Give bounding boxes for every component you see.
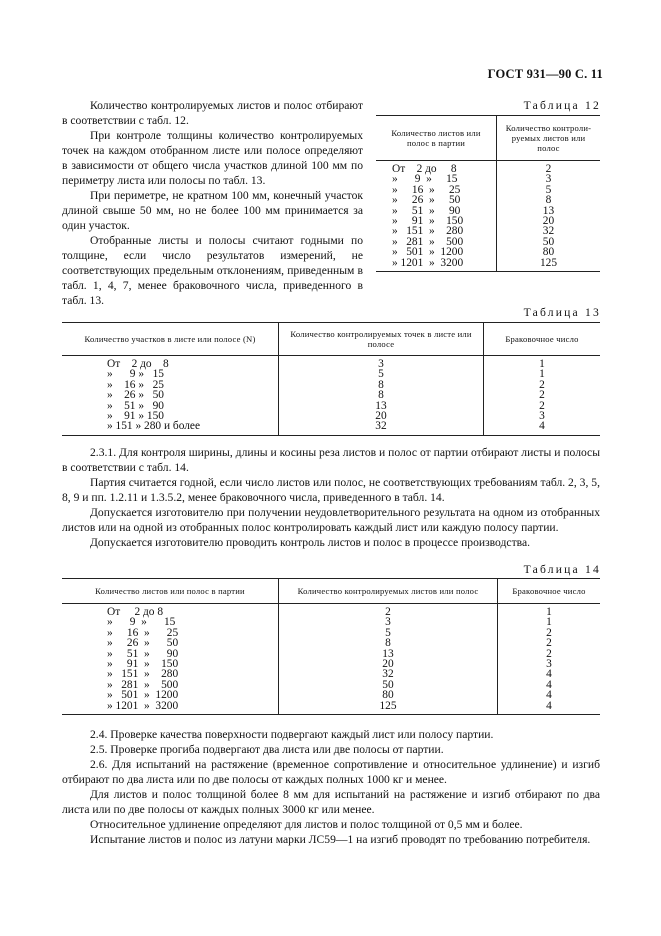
table-row xyxy=(376,258,600,272)
range-cell: » 16 » 25 xyxy=(107,626,179,639)
range-cell: » 26 » 50 xyxy=(107,389,164,402)
table-12-body xyxy=(376,161,600,272)
paragraph: Испытание листов и полос из латуни марки ЛС59—1 на изгиб проводят по требованию потребителя. xyxy=(90,833,591,846)
table-row xyxy=(62,356,600,370)
value-cell: 4 xyxy=(498,690,601,700)
range-cell: » 26 » 50 xyxy=(392,194,461,207)
range-cell: » 91 » 150 xyxy=(107,658,179,671)
range-cell: » 91 » 150 xyxy=(392,215,464,228)
value-cell: 3 xyxy=(279,356,484,370)
value-cell: 125 xyxy=(497,258,601,272)
paragraph: Для листов и полос толщиной более 8 мм для испытаний на растяжение и изгиб отбирают по два листа или по две полосы от каждых полных 3000 кг или менее. xyxy=(62,788,600,816)
range-cell: » 281 » 500 xyxy=(392,235,464,248)
table-12 xyxy=(376,115,600,272)
range-cell: » 281 » 500 xyxy=(107,678,179,691)
value-cell: 5 xyxy=(497,185,601,195)
value-cell: 125 xyxy=(279,701,498,715)
paragraph: Количество контролируемых листов и полос отбирают в соответствии с табл. 12. xyxy=(62,99,363,127)
value-cell: 2 xyxy=(279,604,498,618)
table-13-header-points: Количество контролируемых точек в листе или полосе xyxy=(279,323,484,356)
value-cell: 50 xyxy=(497,237,601,247)
page-header: ГОСТ 931—90 С. 11 xyxy=(487,67,603,81)
table-row xyxy=(376,161,600,175)
value-cell: 5 xyxy=(279,628,498,638)
table-14-header-controlled: Количество контролируемых листов или полос xyxy=(279,579,498,604)
value-cell: 13 xyxy=(279,649,498,659)
value-cell: 5 xyxy=(279,369,484,379)
value-cell: 2 xyxy=(497,161,601,175)
value-cell: 13 xyxy=(279,401,484,411)
range-cell: От 2 до 8 xyxy=(107,358,169,370)
paragraph: Относительное удлинение определяют для листов и полос толщиной от 0,5 мм и более. xyxy=(90,818,523,831)
table-14-body xyxy=(62,604,600,715)
value-cell: 3 xyxy=(497,174,601,184)
range-cell: » 51 » 90 xyxy=(392,204,461,217)
range-cell: » 16 » 25 xyxy=(392,183,461,196)
table-12-header-controlled: Количество контроли-руемых листов или полос xyxy=(497,116,601,161)
paragraph: При периметре, не кратном 100 мм, конечный участок длиной свыше 50 мм, но не более 100 мм принимается за один участок. xyxy=(62,189,363,232)
range-cell: » 51 » 90 xyxy=(107,399,164,412)
range-cell: » 9 » 15 xyxy=(392,173,458,186)
range-cell: » 26 » 50 xyxy=(107,637,179,650)
value-cell: 32 xyxy=(279,669,498,679)
table-12-caption: Таблица 12 xyxy=(523,99,601,112)
value-cell: 1 xyxy=(484,356,601,370)
paragraph: Партия считается годной, если число листов или полос, не соответствующих требованиям табл. 2, 3, 5, 8, 9 и пп. 1.2.11 и 1.3.5.2, менее браковочного числа, приведенного в табл. 14. xyxy=(62,476,600,504)
table-13-caption: Таблица 13 xyxy=(523,306,601,319)
value-cell: 1 xyxy=(498,604,601,618)
value-cell: 1 xyxy=(498,617,601,627)
value-cell: 4 xyxy=(484,421,601,435)
table-13-header-sections: Количество участков в листе или полосе (N) xyxy=(62,323,279,356)
value-cell: 4 xyxy=(498,701,601,715)
value-cell: 2 xyxy=(498,628,601,638)
value-cell: 2 xyxy=(484,401,601,411)
table-13-header-reject: Браковочное число xyxy=(484,323,601,356)
value-cell: 8 xyxy=(279,380,484,390)
range-cell: » 91 » 150 xyxy=(107,410,164,423)
value-cell: 2 xyxy=(484,380,601,390)
value-cell: 8 xyxy=(279,638,498,648)
value-cell: 8 xyxy=(497,195,601,205)
paragraph: 2.3.1. Для контроля ширины, длины и косины реза листов и полос от партии отбирают листы и полосы в соответствии с табл. 14. xyxy=(62,446,600,474)
table-14-header-batch: Количество листов или полос в партии xyxy=(62,579,279,604)
paragraph: 2.4. Проверке качества поверхности подвергают каждый лист или полосу партии. xyxy=(90,728,494,741)
range-cell: » 1201 » 3200 xyxy=(392,256,464,269)
range-cell: » 151 » 280 xyxy=(392,225,464,238)
range-cell: » 51 » 90 xyxy=(107,647,179,660)
value-cell: 32 xyxy=(279,421,484,435)
table-row xyxy=(62,421,600,435)
table-12-header-batch: Количество листов или полос в партии xyxy=(376,116,497,161)
value-cell: 1 xyxy=(484,369,601,379)
range-cell: От 2 до 8 xyxy=(392,163,457,175)
value-cell: 8 xyxy=(279,390,484,400)
table-13 xyxy=(62,322,600,436)
range-cell: » 16 » 25 xyxy=(107,378,164,391)
range-cell: » 9 » 15 xyxy=(107,368,164,381)
range-cell: » 151 » 280 и более xyxy=(107,420,201,433)
value-cell: 4 xyxy=(498,680,601,690)
paragraph: 2.5. Проверке прогиба подвергают два листа или две полосы от партии. xyxy=(90,743,444,756)
value-cell: 13 xyxy=(497,206,601,216)
middle-text-block xyxy=(62,445,600,550)
value-cell: 32 xyxy=(497,226,601,236)
value-cell: 3 xyxy=(279,617,498,627)
value-cell: 2 xyxy=(484,390,601,400)
value-cell: 2 xyxy=(498,638,601,648)
value-cell: 50 xyxy=(279,680,498,690)
value-cell: 80 xyxy=(497,247,601,257)
value-cell: 20 xyxy=(279,659,498,669)
paragraph: Отобранные листы и полосы считают годными по толщине, если число результатов измерений, не соответствующих предельным отклонениям, приведенным в табл. 1, 4, 7, менее браковочного числа, приведенного в табл. 13. xyxy=(62,234,363,307)
value-cell: 4 xyxy=(498,669,601,679)
paragraph: При контроле толщины количество контролируемых точек на каждом отобранном листе или полосе определяют в зависимости от общего числа участков длиной 100 мм по периметру листа или полосы по табл. 13. xyxy=(62,129,363,187)
table-14-header-reject: Браковочное число xyxy=(498,579,601,604)
value-cell: 20 xyxy=(279,411,484,421)
value-cell: 2 xyxy=(498,649,601,659)
range-cell: » 1201 » 3200 xyxy=(107,699,179,712)
value-cell: 3 xyxy=(484,411,601,421)
paragraph: 2.6. Для испытаний на растяжение (временное сопротивление и относительное удлинение) и изгиб отбирают по два листа или по две полосы от каждых полных 1000 кг и менее. xyxy=(62,758,600,786)
table-row xyxy=(62,701,600,715)
table-14-caption: Таблица 14 xyxy=(523,563,601,576)
paragraph: Допускается изготовителю проводить контроль листов и полос в процессе производства. xyxy=(90,536,530,549)
left-text-block xyxy=(62,98,363,308)
range-cell: » 9 » 15 xyxy=(107,616,176,629)
table-14 xyxy=(62,578,600,715)
bottom-text-block xyxy=(62,727,600,847)
range-cell: От 2 до 8 xyxy=(107,606,164,618)
value-cell: 3 xyxy=(498,659,601,669)
range-cell: » 501 » 1200 xyxy=(392,246,464,259)
range-cell: » 151 » 280 xyxy=(107,668,179,681)
paragraph: Допускается изготовителю при получении неудовлетворительного результата на одном из отобранных листов или на одной из отобранных полос контролировать каждый лист или каждую полосу партии. xyxy=(62,506,600,534)
range-cell: » 501 » 1200 xyxy=(107,689,179,702)
value-cell: 20 xyxy=(497,216,601,226)
value-cell: 80 xyxy=(279,690,498,700)
table-13-body xyxy=(62,356,600,436)
table-row xyxy=(62,604,600,618)
